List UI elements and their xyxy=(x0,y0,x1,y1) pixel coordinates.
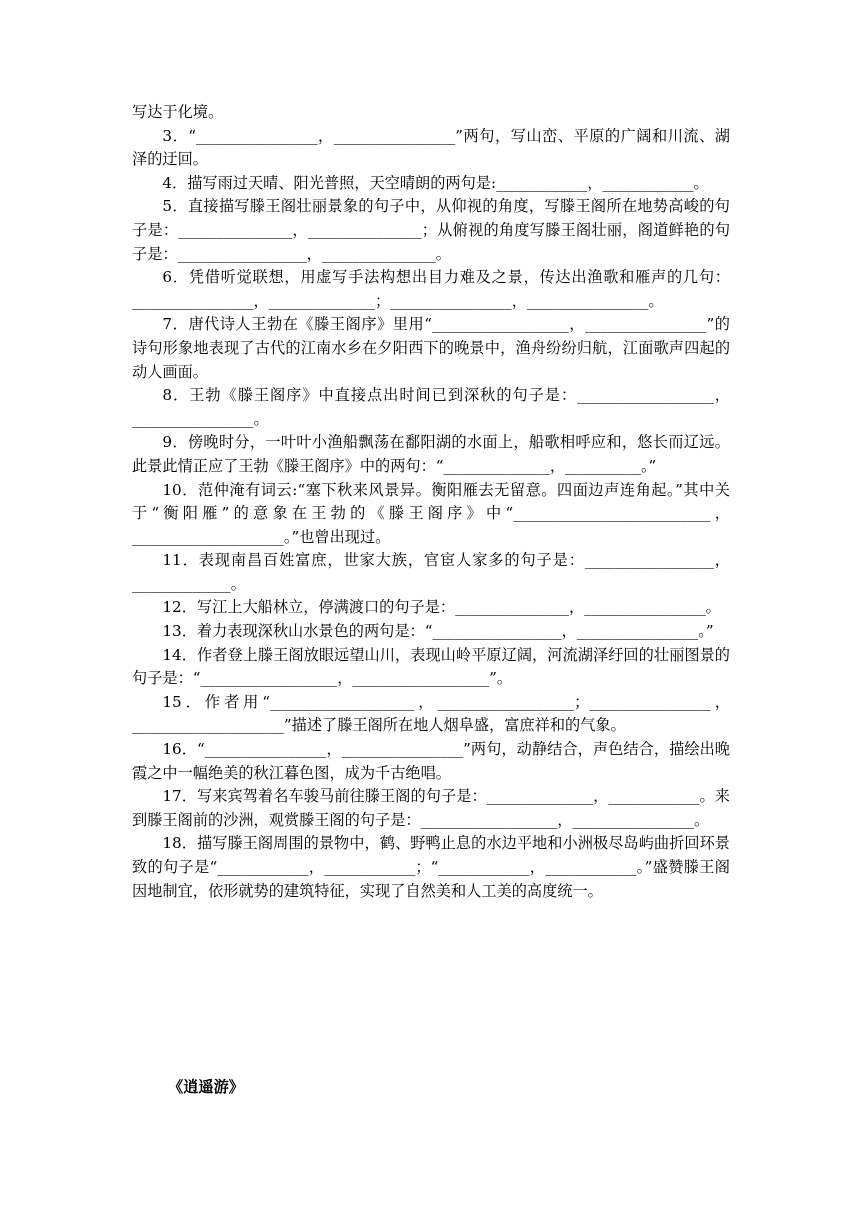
question-12: 12．写江上大船林立，停满渡口的句子是：_______________，________________。 xyxy=(162,598,721,617)
question-9: 9．傍晚时分，一叶叶小渔船飘荡在鄱阳湖的水面上，船歌相呼应和，悠长而辽远。此景此情正应了王勃《滕王阁序》中的两句：“______________，__________。” xyxy=(132,433,730,475)
question-14: 14．作者登上滕王阁放眼远望山川，表现山岭平原辽阔，河流湖泽纡回的壮丽图景的句子是：“__________________，__________________”。 xyxy=(132,645,730,688)
question-13: 13．着力表现深秋山水景色的两句是：“_________________，________________。” xyxy=(162,622,714,641)
section-title: 《逍遥游》 xyxy=(168,1078,244,1096)
exercise-list xyxy=(132,101,730,903)
question-5: 5．直接描写滕王阁壮丽景象的句子中，从仰视的角度，写滕王阁所在地势高峻的句子是：_______________，_______________；从俯视的角度写滕王阁壮丽，阁道鲜艳的句子是：_________________，_______________。 xyxy=(132,197,730,263)
continuation-line: 写达于化境。 xyxy=(132,103,224,121)
question-10: 10．范仲淹有词云:“塞下秋来风景异。衡阳雁去无留意。四面边声连角起。”其中关于“衡阳雁”的意象在王勃的《滕王阁序》中“__________________________，____________________。”也曾出现过。 xyxy=(132,480,730,546)
question-4: 4．描写雨过天晴、阳光普照，天空晴朗的两句是:____________，____________。 xyxy=(162,173,709,192)
question-8: 8．王勃《滕王阁序》中直接点出时间已到深秋的句子是：__________________，________________。 xyxy=(132,386,730,428)
question-6: 6．凭借听觉联想，用虚写手法构想出目力难及之景，传达出渔歌和雁声的几句：________________，______________；________________，________________。 xyxy=(132,268,730,310)
question-17: 17．写来宾驾着名车骏马前往滕王阁的句子是：______________，____________。来到滕王阁前的沙洲，观赏滕王阁的句子是：__________________，________________。 xyxy=(132,787,730,829)
question-11: 11．表现南昌百姓富庶，世家大族，官宦人家多的句子是：_________________，_____________。 xyxy=(132,551,730,593)
question-15: 15．作者用“___________________，__________________；________________，____________________”描述了滕王阁所在地人烟阜盛，富庶祥和的气象。 xyxy=(132,692,730,735)
question-3: 3．“________________，________________”两句，写山峦、平原的广阔和川流、湖泽的迂回。 xyxy=(132,126,730,169)
question-16: 16．“________________，________________”两句，动静结合，声色结合，描绘出晚霞之中一幅绝美的秋江暮色图，成为千古绝唱。 xyxy=(132,740,730,782)
question-7: 7．唐代诗人王勃在《滕王阁序》里用“__________________，________________”的诗句形象地表现了古代的江南水乡在夕阳西下的晚景中，渔舟纷纷归航，江面歌声四起的动人画面。 xyxy=(132,315,730,381)
question-18: 18．描写滕王阁周围的景物中，鹤、野鸭止息的水边平地和小洲极尽岛屿曲折回环景致的句子是“____________，____________；“____________，____________。”盛赞滕王阁因地制宜，依形就势的建筑特征，实现了自然美和人工美的高度统一。 xyxy=(132,834,730,900)
